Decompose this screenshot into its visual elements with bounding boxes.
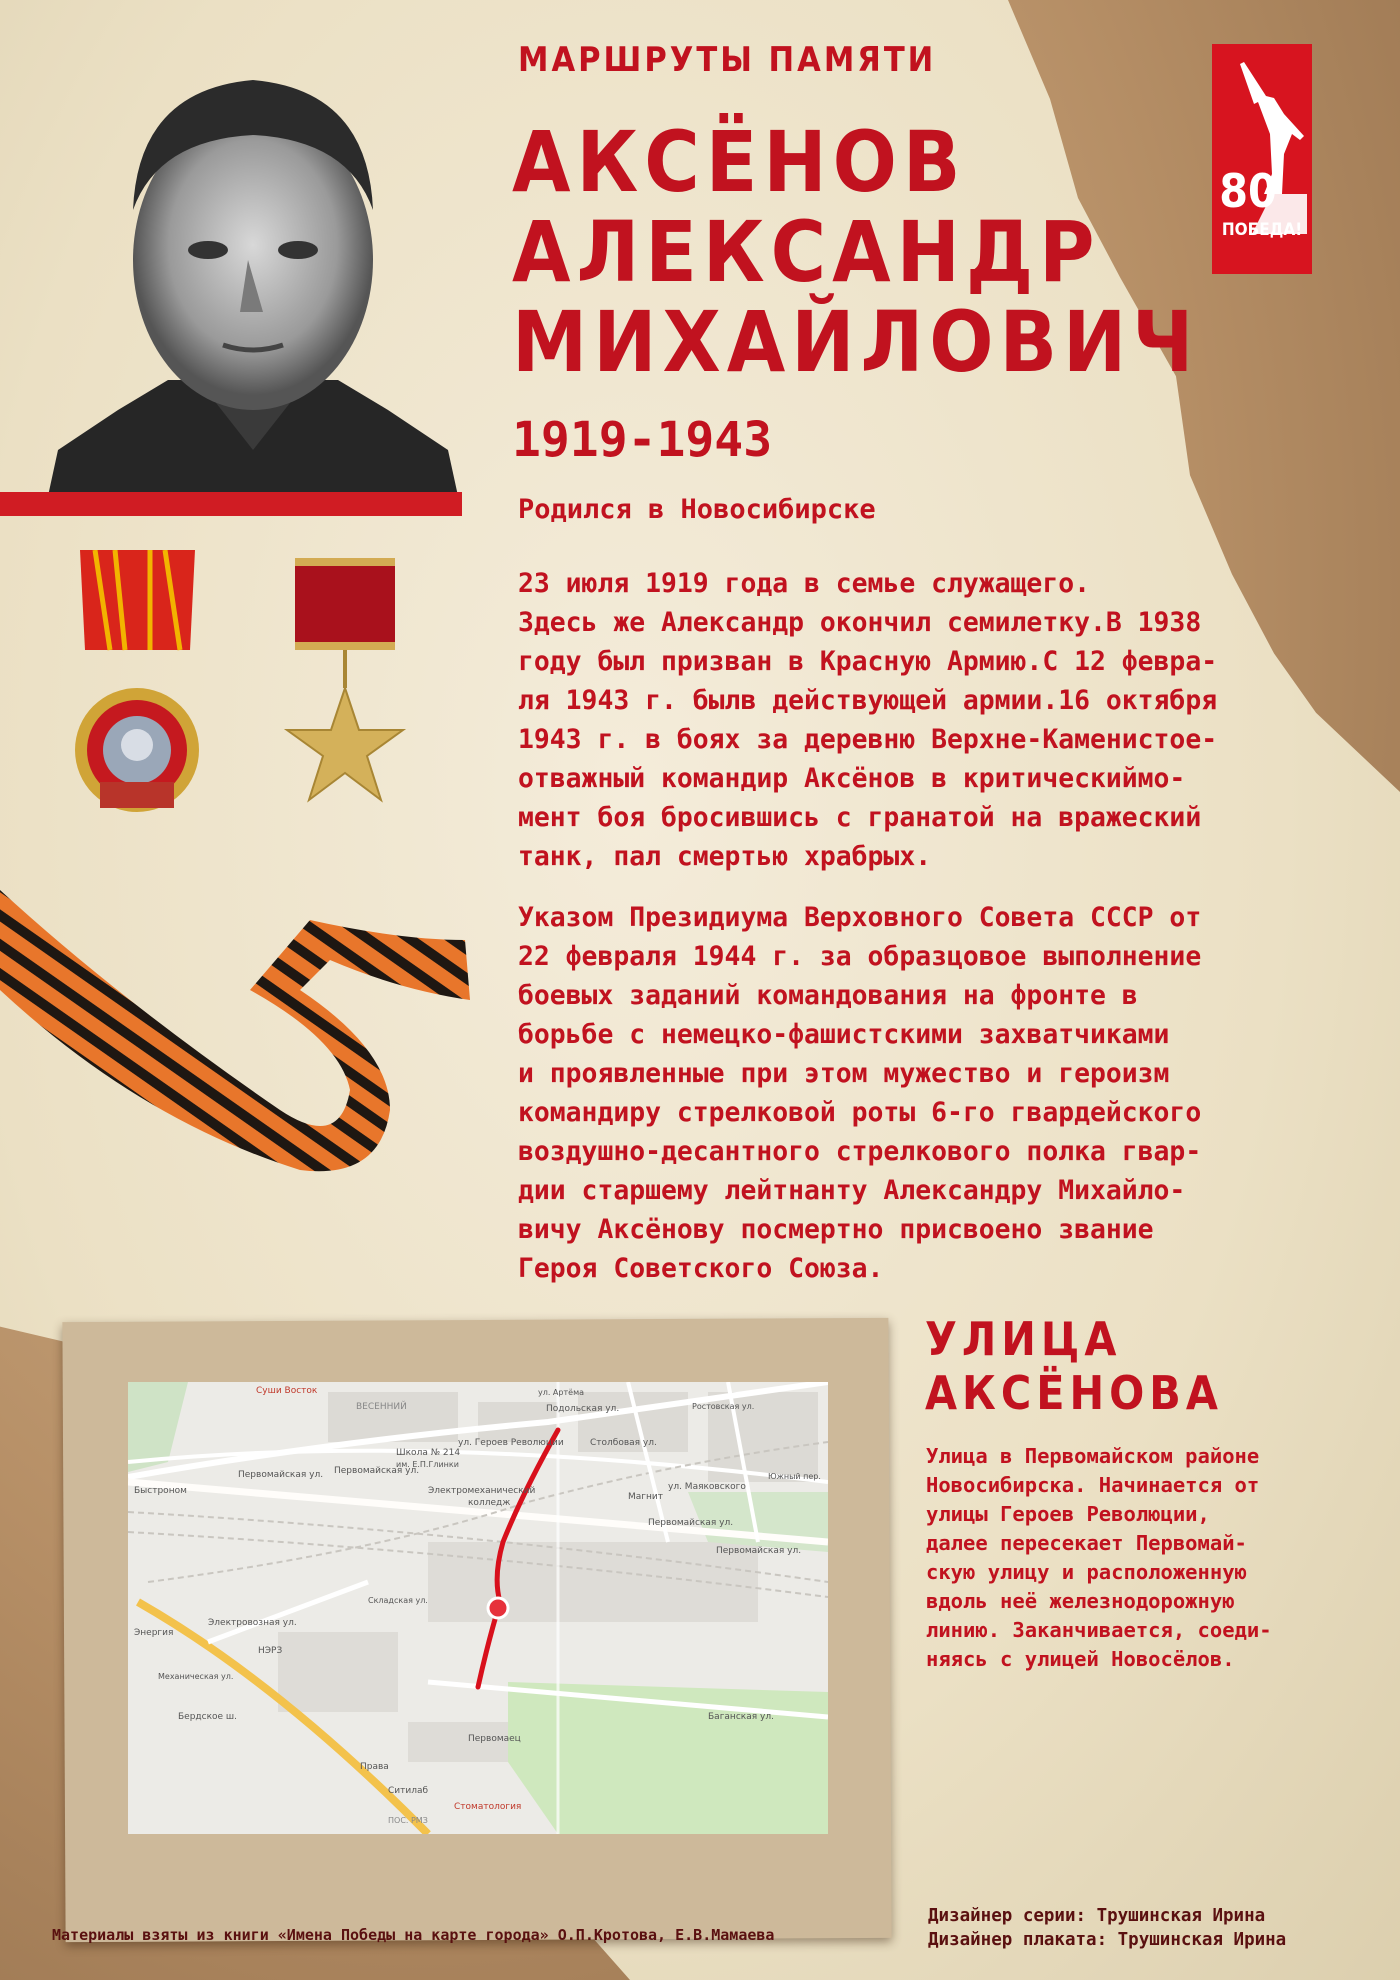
decree-line: 22 февраля 1944 г. за образцовое выполнение (518, 941, 1202, 972)
logo-number: 80 (1219, 164, 1277, 218)
map-label: Суши Восток (256, 1386, 318, 1396)
portrait-red-bar (0, 492, 462, 516)
map-label: Баганская ул. (708, 1712, 774, 1722)
biography-line: году был призван в Красную Армию.С 12 февра- (518, 646, 1218, 677)
biography-line: отважный командир Аксёнов в критическиймо- (518, 763, 1186, 794)
biography-line: танк, пал смертью храбрых. (518, 841, 932, 872)
street-title-line: АКСЁНОВА (925, 1366, 1223, 1420)
decree-line: вичу Аксёнову посмертно присвоено звание (518, 1214, 1154, 1245)
map-label: Быстроном (134, 1486, 187, 1496)
decree-line: командиру стрелковой роты 6-го гвардейского (518, 1097, 1202, 1128)
biography-line: 1943 г. в боях за деревню Верхне-Каменистое- (518, 724, 1218, 755)
biography-text (518, 564, 1308, 876)
biography-line: Здесь же Александр окончил семилетку.В 1938 (518, 607, 1202, 638)
map-label: Первомайская ул. (238, 1470, 324, 1480)
map-label: Подольская ул. (546, 1404, 620, 1414)
map-label: Электровозная ул. (208, 1618, 297, 1628)
decree-line: Героя Советского Союза. (518, 1253, 884, 1284)
decree-line: и проявленные при этом мужество и героизм (518, 1058, 1170, 1089)
hero-birthplace: Родился в Новосибирске (518, 494, 876, 525)
hero-years: 1919-1943 (512, 412, 773, 468)
street-title (925, 1312, 1223, 1420)
street-description-line: Улица в Первомайском районе (926, 1444, 1260, 1468)
map-label: Механическая ул. (158, 1672, 234, 1681)
map-label: Права (360, 1762, 389, 1772)
series-designer-credit: Дизайнер серии: Трушинская Ирина (928, 1906, 1266, 1926)
decree-line: боевых заданий командования на фронте в (518, 980, 1138, 1011)
map-label: Бердское ш. (178, 1712, 238, 1722)
street-description-line: вдоль неё железнодорожную (926, 1589, 1235, 1613)
street-description-line: улицы Героев Революции, (926, 1502, 1210, 1526)
map-label: Столбовая ул. (590, 1438, 657, 1448)
map-label: ул. Артёма (538, 1388, 585, 1397)
decree-line: борьбе с немецко-фашистскими захватчиками (518, 1019, 1170, 1050)
street-description-line: скую улицу и расположенную (926, 1560, 1247, 1584)
map-label: Стоматология (454, 1802, 522, 1812)
street-description-line: няясь с улицей Новосёлов. (926, 1647, 1235, 1671)
poster-designer-credit: Дизайнер плаката: Трушинская Ирина (928, 1930, 1287, 1950)
biography-line: мент боя бросившись с гранатой на вражеский (518, 802, 1202, 833)
street-description (926, 1442, 1272, 1674)
map-label: ВЕСЕННИЙ (356, 1402, 407, 1412)
decree-text (518, 898, 1308, 1288)
gold-star-medal-icon (275, 558, 415, 828)
street-description-line: линию. Заканчивается, соеди- (926, 1618, 1272, 1642)
map-graphic (128, 1382, 828, 1834)
street-map[interactable] (128, 1382, 828, 1834)
hero-first-name: АЛЕКСАНДР (512, 203, 1101, 301)
map-label: Первомаец (468, 1734, 521, 1744)
map-label: Школа № 214 (396, 1448, 461, 1458)
map-label: колледж (468, 1498, 511, 1508)
map-label: Ростовская ул. (692, 1402, 755, 1411)
hero-surname: АКСЁНОВ (512, 113, 967, 211)
biography-line: 23 июля 1919 года в семье служащего. (518, 568, 1090, 599)
decree-line: воздушно-десантного стрелкового полка гвар- (518, 1136, 1202, 1167)
street-description-line: далее пересекает Первомай- (926, 1531, 1247, 1555)
biography-line: ля 1943 г. былв действующей армии.16 октября (518, 685, 1218, 716)
hero-portrait (48, 50, 458, 496)
map-label: ПОС. РМЗ (388, 1816, 428, 1825)
street-description-line: Новосибирска. Начинается от (926, 1473, 1260, 1497)
map-label: Складская ул. (368, 1596, 428, 1605)
series-title: МАРШРУТЫ ПАМЯТИ (518, 40, 937, 80)
map-label: Энергия (134, 1628, 174, 1638)
map-label: Первомайская ул. (716, 1546, 802, 1556)
map-label: НЭРЗ (258, 1646, 283, 1656)
decree-line: дии старшему лейтнанту Александру Михайло- (518, 1175, 1186, 1206)
decree-line: Указом Президиума Верховного Совета СССР от (518, 902, 1202, 933)
map-label: Магнит (628, 1492, 663, 1502)
hero-patronymic: МИХАЙЛОВИЧ (512, 293, 1200, 391)
map-label: ул. Героев Революции (458, 1438, 564, 1448)
map-label: Первомайская ул. (334, 1466, 420, 1476)
logo-label: ПОБЕДА! (1221, 220, 1303, 240)
source-credit: Материалы взяты из книги «Имена Победы на карте города» О.П.Кротова, Е.В.Мамаева (52, 1926, 775, 1944)
victory-80-logo (1212, 44, 1312, 274)
map-label: Южный пер. (768, 1472, 821, 1481)
map-label: им. Е.П.Глинки (396, 1460, 459, 1469)
map-label: Первомайская ул. (648, 1518, 734, 1528)
map-label: ул. Маяковского (668, 1482, 746, 1492)
street-title-line: УЛИЦА (925, 1312, 1122, 1366)
order-of-lenin-icon (70, 550, 205, 835)
map-label: Ситилаб (388, 1786, 429, 1796)
st-george-ribbon-icon (0, 880, 470, 1200)
map-label: Электромеханический (428, 1486, 536, 1496)
